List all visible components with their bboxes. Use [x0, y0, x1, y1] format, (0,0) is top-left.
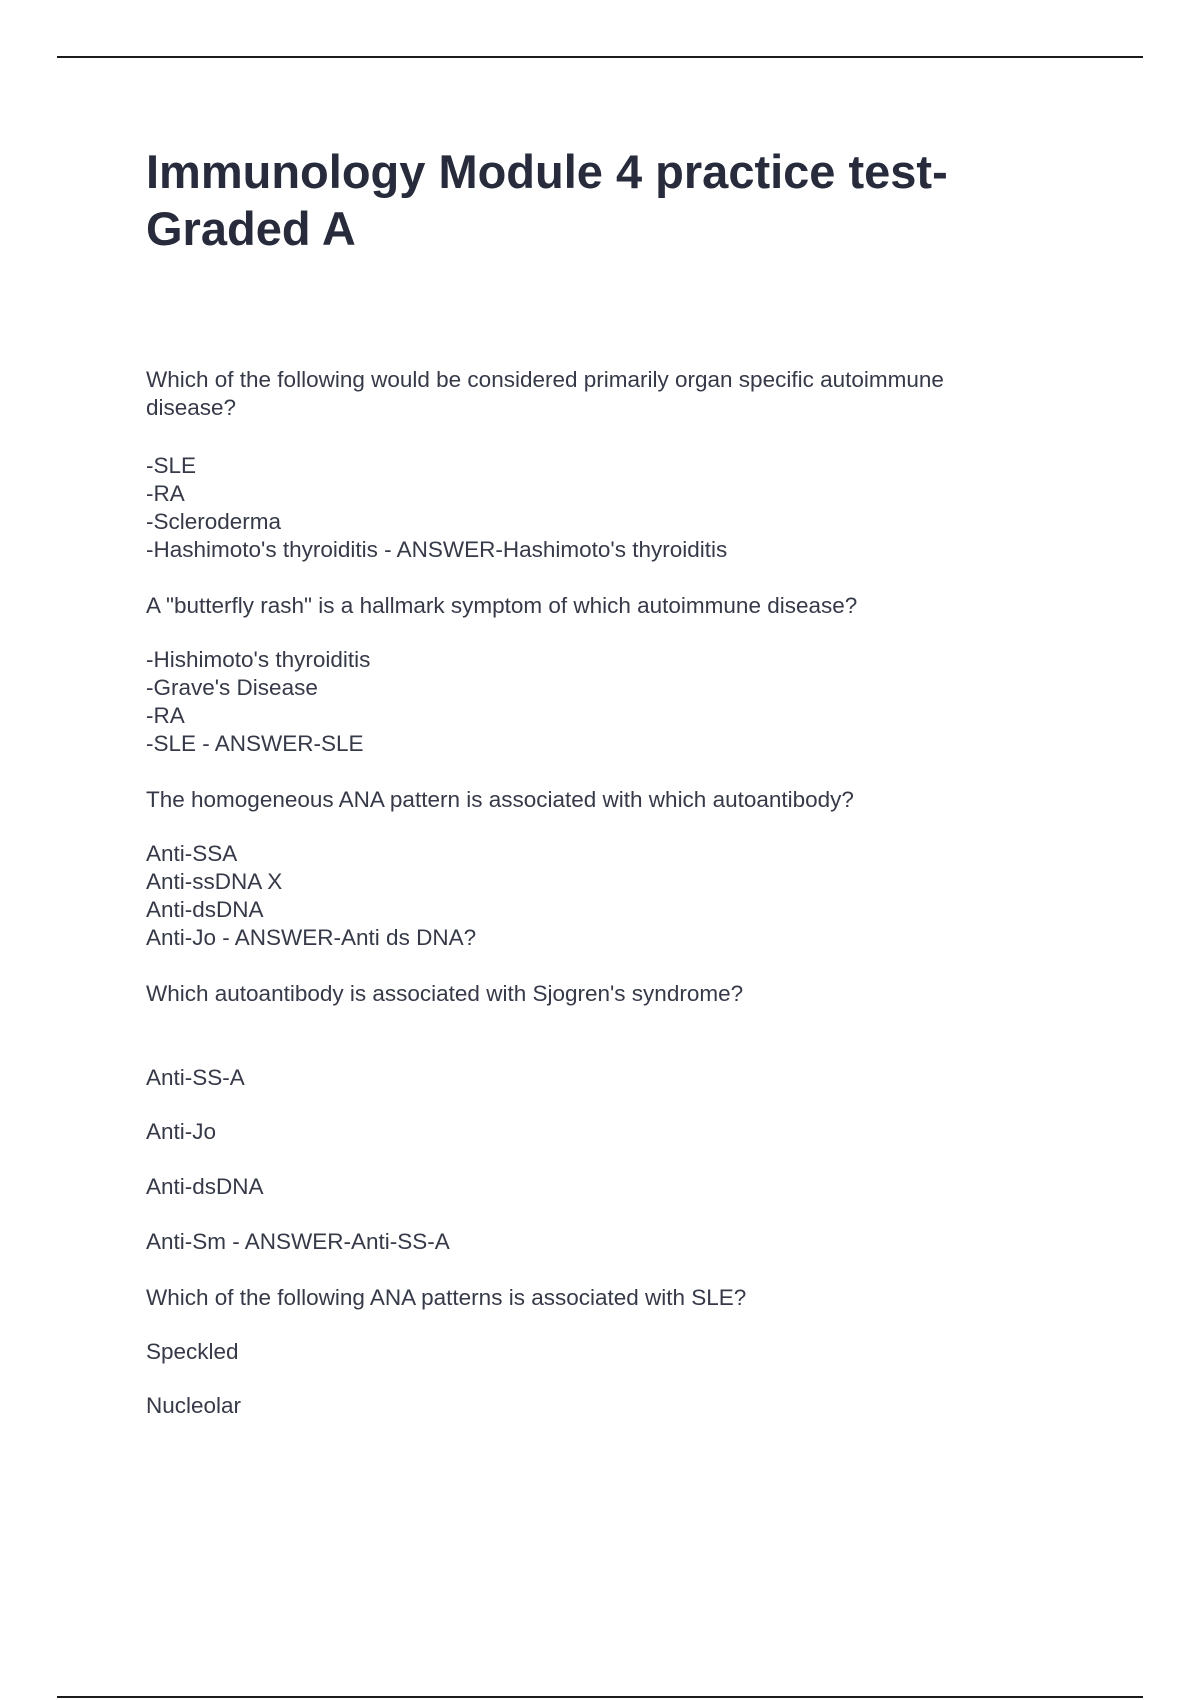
question-4-option-1 — [146, 1064, 1046, 1092]
option-item: -Hishimoto's thyroiditis — [146, 647, 371, 672]
top-divider — [57, 56, 1143, 58]
bottom-divider — [57, 1696, 1143, 1698]
option-item: Anti-ssDNA X — [146, 869, 283, 894]
option-item-answer: Anti-Jo - ANSWER-Anti ds DNA? — [146, 925, 477, 950]
option-item: Anti-SSA — [146, 841, 238, 866]
question-text-line: Which autoantibody is associated with Sjogren's syndrome? — [146, 981, 744, 1006]
title-line-2: Graded A — [146, 202, 356, 255]
option-item: -Grave's Disease — [146, 675, 318, 700]
option-item: -RA — [146, 703, 185, 728]
option-item: Speckled — [146, 1339, 239, 1364]
question-text-line: Which of the following ANA patterns is associated with SLE? — [146, 1285, 747, 1310]
question-5-option-2 — [146, 1392, 1046, 1420]
question-text-line: A "butterfly rash" is a hallmark symptom of which autoimmune disease? — [146, 593, 858, 618]
question-5-option-1 — [146, 1338, 1046, 1366]
option-item: Anti-dsDNA — [146, 897, 264, 922]
question-4-option-2 — [146, 1118, 1046, 1146]
question-3-prompt — [146, 786, 1046, 814]
question-4-option-4 — [146, 1228, 1046, 1256]
document-title — [146, 143, 1046, 257]
question-2-prompt — [146, 592, 1046, 620]
question-1-prompt — [146, 366, 1046, 422]
option-item: -SLE — [146, 453, 197, 478]
question-1-options — [146, 452, 1046, 564]
question-4-prompt — [146, 980, 1046, 1008]
option-item: Anti-Jo — [146, 1119, 217, 1144]
question-text-line: disease? — [146, 395, 237, 420]
option-item-answer: -Hashimoto's thyroiditis - ANSWER-Hashimoto's thyroiditis — [146, 537, 728, 562]
question-2-options — [146, 646, 1046, 758]
question-4-option-3 — [146, 1173, 1046, 1201]
option-item: Nucleolar — [146, 1393, 242, 1418]
option-item-answer: -SLE - ANSWER-SLE — [146, 731, 364, 756]
option-item: Anti-dsDNA — [146, 1174, 264, 1199]
question-5-prompt — [146, 1284, 1046, 1312]
question-3-options — [146, 840, 1046, 952]
title-line-1: Immunology Module 4 practice test- — [146, 145, 948, 198]
question-text-line: The homogeneous ANA pattern is associated with which autoantibody? — [146, 787, 854, 812]
option-item: -RA — [146, 481, 185, 506]
question-text-line: Which of the following would be considered primarily organ specific autoimmune — [146, 367, 944, 392]
option-item-answer: Anti-Sm - ANSWER-Anti-SS-A — [146, 1229, 450, 1254]
option-item: -Scleroderma — [146, 509, 282, 534]
option-item: Anti-SS-A — [146, 1065, 245, 1090]
